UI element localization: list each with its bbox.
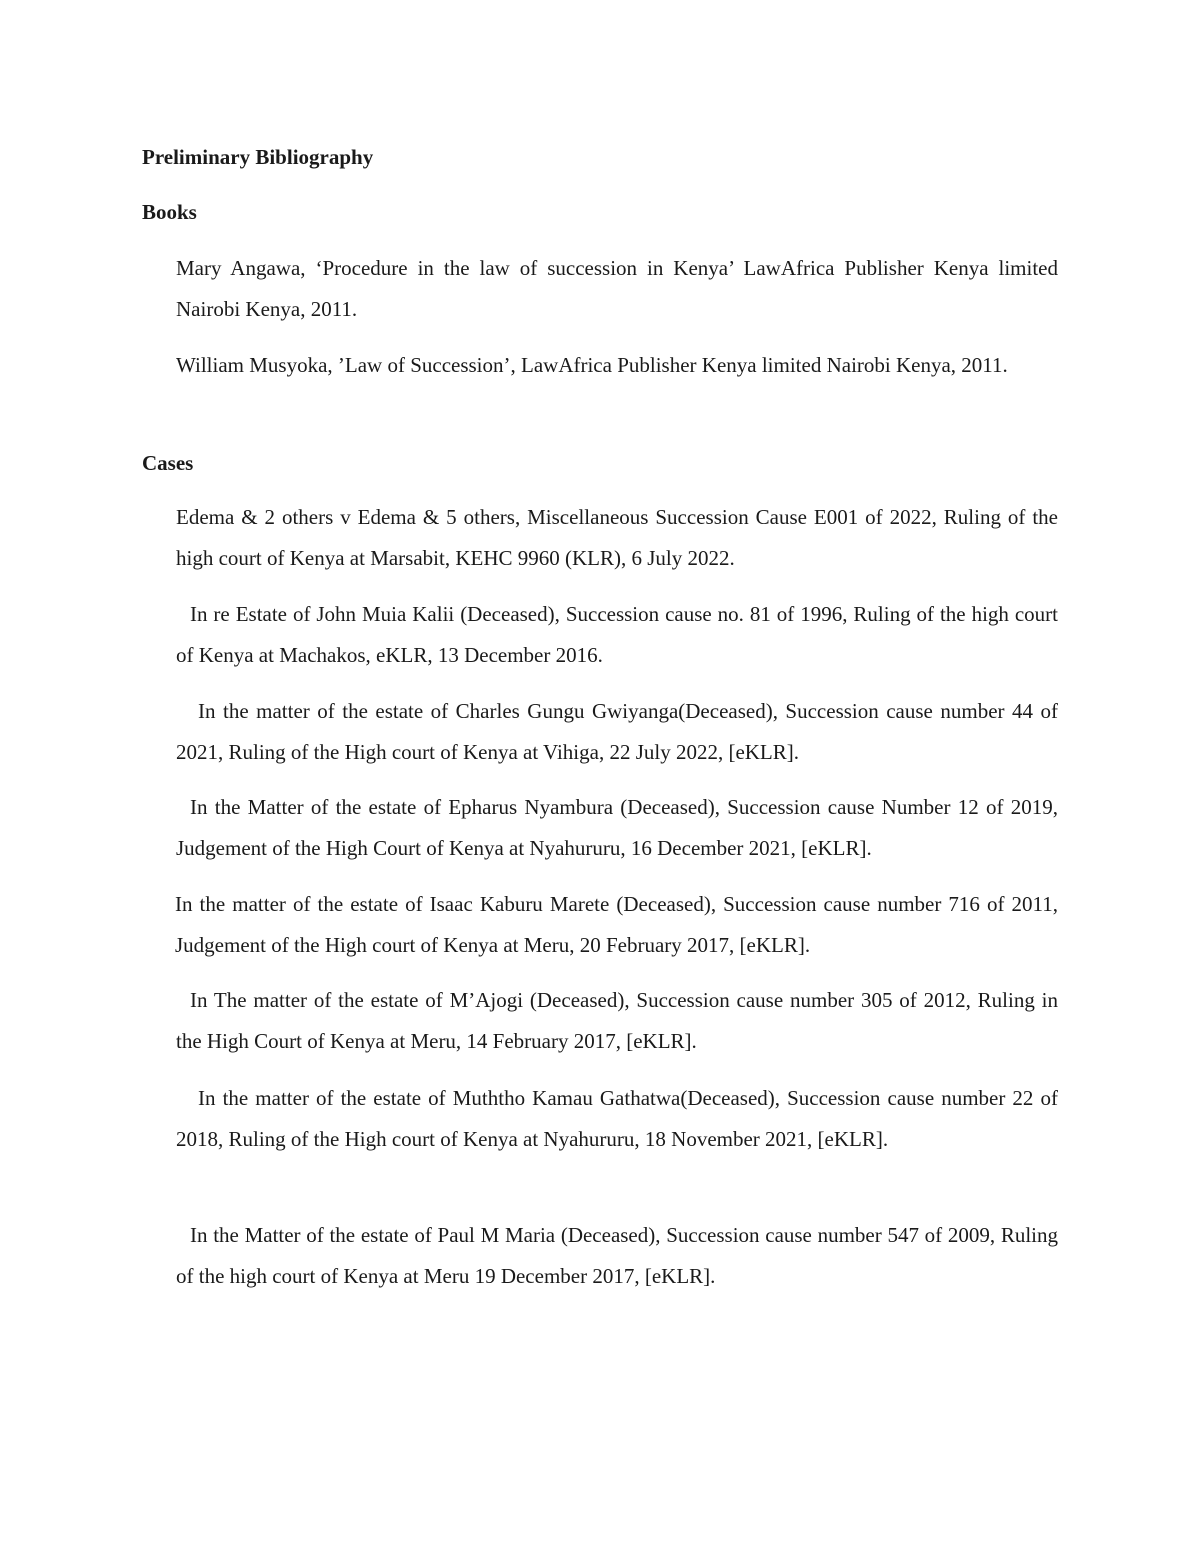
books-heading: Books <box>142 200 197 224</box>
book-entry: William Musyoka, ’Law of Succession’, LawAfrica Publisher Kenya limited Nairobi Kenya, 2011. <box>176 353 1008 377</box>
case-entry: In the matter of the estate of Muththo Kamau Gathatwa(Deceased), Succession cause number 22 of 2018, Ruling of the High court of Kenya at Nyahururu, 18 November 2021, [eKLR]. <box>176 1086 1058 1151</box>
book-entry: Mary Angawa, ‘Procedure in the law of succession in Kenya’ LawAfrica Publisher Kenya limited Nairobi Kenya, 2011. <box>176 256 1058 321</box>
case-entry: In the Matter of the estate of Epharus Nyambura (Deceased), Succession cause Number 12 of 2019, Judgement of the High Court of Kenya at Nyahururu, 16 December 2021, [eKLR]. <box>176 795 1058 860</box>
case-entry: In The matter of the estate of M’Ajogi (Deceased), Succession cause number 305 of 2012, Ruling in the High Court of Kenya at Meru, 14 February 2017, [eKLR]. <box>176 988 1058 1053</box>
case-entry: Edema & 2 others v Edema & 5 others, Miscellaneous Succession Cause E001 of 2022, Ruling of the high court of Kenya at Marsabit, KEHC 9960 (KLR), 6 July 2022. <box>176 505 1058 570</box>
document-title: Preliminary Bibliography <box>142 145 374 169</box>
case-entry: In the Matter of the estate of Paul M Maria (Deceased), Succession cause number 547 of 2009, Ruling of the high court of Kenya at Meru 19 December 2017, [eKLR]. <box>176 1223 1058 1288</box>
case-entry: In the matter of the estate of Charles Gungu Gwiyanga(Deceased), Succession cause number 44 of 2021, Ruling of the High court of Kenya at Vihiga, 22 July 2022, [eKLR]. <box>176 699 1058 764</box>
case-entry: In re Estate of John Muia Kalii (Deceased), Succession cause no. 81 of 1996, Ruling of the high court of Kenya at Machakos, eKLR, 13 December 2016. <box>176 602 1058 667</box>
cases-heading: Cases <box>142 451 194 475</box>
case-entry: In the matter of the estate of Isaac Kaburu Marete (Deceased), Succession cause number 716 of 2011, Judgement of the High court of Kenya at Meru, 20 February 2017, [eKLR]. <box>175 892 1058 957</box>
